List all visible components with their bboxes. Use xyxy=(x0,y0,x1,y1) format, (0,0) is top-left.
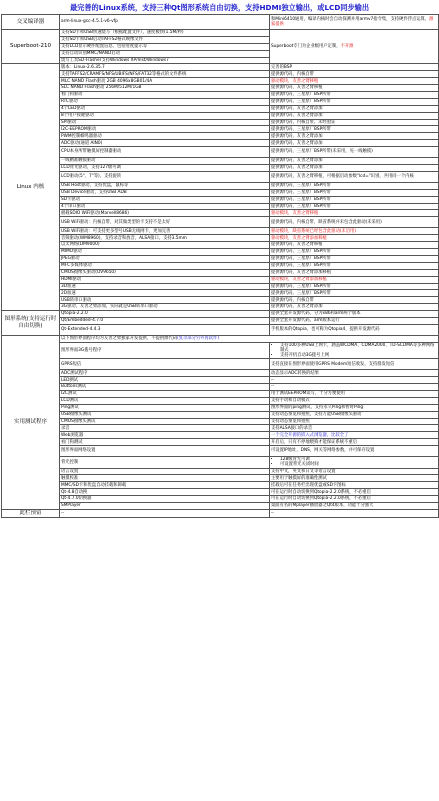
kernel-row xyxy=(2,112,439,119)
kernel-row xyxy=(2,210,439,217)
feature-cell: MLC NAND Flash驱动 2GB 4096x8GB01/4A xyxy=(60,78,270,85)
feature-compiler: arm-linux-gcc-4.5.1-v6-vfp xyxy=(60,15,270,30)
desc-cell: 提供源代码，内核自带，缺省系统并未包含此驱动(未采用) xyxy=(270,217,439,228)
desc-cell: -- xyxy=(270,384,439,391)
desc-cell: 提供源代码，友善之臂添加 xyxy=(270,140,439,147)
feature-cell: Qt-Extended-4.4.3 xyxy=(60,324,270,335)
desc-cell: 开启后，只有不停地喂狗才能保证系统不重启 xyxy=(270,439,439,446)
desc-cell: 提供源代码，友善之臂添加移植 xyxy=(270,269,439,276)
kernel-row xyxy=(2,147,439,158)
desc-cell: 桌面有名的Mplayer播放器之Qt4版本，功能十分强大 xyxy=(270,503,439,510)
feature-cell: JPEG驱动 xyxy=(60,255,270,262)
desc-list-item: • 可设置背光关闭时间 xyxy=(280,462,437,467)
feature-cell: 录音 xyxy=(60,425,270,432)
feature-cell: 看门狗测试 xyxy=(60,439,270,446)
apps-row xyxy=(2,418,439,425)
desc-cell: 提供源代码，三星原厂BSP所带 xyxy=(270,249,439,256)
category-graphics: 图形系统(支持运行时自由切换) xyxy=(2,311,60,336)
desc-cell: 提供源代码，友善之臂移植 xyxy=(270,242,439,249)
kernel-row xyxy=(2,217,439,228)
kernel-row xyxy=(2,133,439,140)
apps-row xyxy=(2,384,439,391)
kernel-row xyxy=(2,98,439,105)
desc-cell: 可在运行时自动切换到Qtopia-2.2.0系统，不必重启 xyxy=(270,496,439,503)
graphics-row xyxy=(2,317,439,324)
feature-cell: 触摸校准 xyxy=(60,475,270,482)
apps-row xyxy=(2,496,439,503)
desc-cell: 挂载后可在任务栏出现优盘或SD卡图标 xyxy=(270,482,439,489)
apps-row xyxy=(2,457,439,468)
desc-list-item: • 支持100多种USB上网卡，涵盖WCDMA、CDMA2000、TD-SCDMA等多种网络制式 xyxy=(280,343,437,353)
desc-compiler xyxy=(270,15,439,30)
desc-superboot xyxy=(270,30,439,64)
feature-cell: ADC驱动(通道 AIN0) xyxy=(60,140,270,147)
desc-cell: 提供源代码，友善之臂添加 xyxy=(270,304,439,311)
apps-row xyxy=(2,475,439,482)
reserved-row xyxy=(2,509,439,517)
desc-cell: 驱动模块，友善之臂移植 xyxy=(270,210,439,217)
desc-cell: 驱动模块，缺省系统已经包含此驱动(未启用) xyxy=(270,228,439,235)
feature-cell: Qt-4.8自动换 xyxy=(60,489,270,496)
desc-cell: 提供源代码，三星原厂BSP所带 xyxy=(270,290,439,297)
apps-row xyxy=(2,425,439,432)
feature-cell: 图形界面网络设置 xyxy=(60,446,270,457)
desc-cell: 提供全套开发源代码，arm版本运行 xyxy=(270,317,439,324)
kernel-row xyxy=(2,235,439,242)
kernel-row xyxy=(2,126,439,133)
desc-cell: 提供源代码，三星原厂BSP所带 xyxy=(270,126,439,133)
desc-cell: 提供源代码，友善之臂添加 xyxy=(270,158,439,165)
category-superboot: Superboot-210 xyxy=(2,30,60,64)
apps-row xyxy=(2,391,439,398)
feature-cell: Qtopia-2.2.0 xyxy=(60,311,270,318)
apps-row xyxy=(2,489,439,496)
category-kernel: Linux 内核 xyxy=(2,64,60,311)
desc-cell: 提供源代码，三星原厂BSP所带 xyxy=(270,196,439,203)
desc-cell: 提供源代码，内核自带，未经验证 xyxy=(270,119,439,126)
kernel-row xyxy=(2,283,439,290)
kernel-row xyxy=(2,242,439,249)
kernel-row xyxy=(2,249,439,256)
desc-cell: 提供源代码，三星原厂BSP所带 xyxy=(270,283,439,290)
feature-cell: SPI驱动 xyxy=(60,119,270,126)
intro-text: 以下图形界面程序均为友善之臂独家开发提供，不提供源代码 xyxy=(61,336,178,342)
feature-cell: 4个LED驱动 xyxy=(60,105,270,112)
desc-cell: 提供源代码，三星原厂BSP所带 xyxy=(270,255,439,262)
feature-cell: 支持LCD显示硬件配置信息，包括进度提示等 xyxy=(60,43,270,50)
apps-row xyxy=(2,439,439,446)
kernel-row xyxy=(2,171,439,182)
desc-cell: -- xyxy=(270,377,439,384)
desc-cell: 提供源代码，友善之臂添加 xyxy=(270,133,439,140)
graphics-row xyxy=(2,311,439,318)
feature-cell: 支持自动识别MMC/NAND启动 xyxy=(60,50,270,57)
category-reserved: 此栏预留 xyxy=(2,509,60,517)
desc-cell: 提供源代码，三星原厂BSP所带 xyxy=(270,203,439,210)
desc-cell: 提供源代码，内核自带 xyxy=(270,297,439,304)
desc-cell: 提供源代码，三星原厂BSP所带 xyxy=(270,182,439,189)
feature-cell: LED测试 xyxy=(60,377,270,384)
apps-row xyxy=(2,432,439,439)
feature-cell: RTC驱动 xyxy=(60,98,270,105)
feature-cell: 图形界面3G拨号程序 xyxy=(60,342,270,359)
kernel-row xyxy=(2,203,439,210)
apps-intro xyxy=(60,335,439,342)
feature-cell: CPU本身所带触摸屏控制器驱动 xyxy=(60,147,270,158)
apps-row xyxy=(2,446,439,457)
feature-cell: 3D加速 xyxy=(60,283,270,290)
apps-row xyxy=(2,342,439,359)
superboot-row xyxy=(2,30,439,37)
feature-cell: 3G驱动，友善之臂添加，实际就是USB转串口驱动 xyxy=(60,304,270,311)
kernel-row xyxy=(2,165,439,172)
feature-cell: I2C-EEPROM驱动 xyxy=(60,126,270,133)
feature-cell: SLC NAND Flash驱动 256M/512M/1GB xyxy=(60,85,270,92)
desc-cell: 可设置IP地址，DNS，网关等网络参数，并可保存设置 xyxy=(270,446,439,457)
feature-cell: -- xyxy=(60,509,270,517)
desc-cell: 动态显示ADC转换的结果 xyxy=(270,370,439,377)
desc-cell: 提供源代码，三星原厂BSP所带 xyxy=(270,92,439,99)
desc-list xyxy=(271,343,437,359)
desc-cell: 提供源代码，友善之臂移植 xyxy=(270,85,439,92)
feature-cell: 4个串口驱动 xyxy=(60,203,270,210)
feature-cell: PWM控制蜂鸣器驱动 xyxy=(60,133,270,140)
feature-cell: SMPlayer xyxy=(60,503,270,510)
page xyxy=(1,1,438,518)
kernel-row xyxy=(2,189,439,196)
kernel-row xyxy=(2,140,439,147)
kernel-row xyxy=(2,78,439,85)
desc-cell: 支持中文，英文和日文等语言设置 xyxy=(270,468,439,475)
feature-cell: 支持SD卡和USB启动TAFFS2格式映像文件 xyxy=(60,36,270,43)
desc-list-item: • 128级背光可调 xyxy=(280,457,437,462)
apps-row xyxy=(2,468,439,475)
apps-row xyxy=(2,377,439,384)
kernel-row xyxy=(2,64,439,71)
desc-cell xyxy=(270,342,439,359)
desc-superboot-note: 不开源 xyxy=(340,44,354,50)
feature-cell: USB Device驱动，支持USB ADB xyxy=(60,189,270,196)
kernel-row xyxy=(2,196,439,203)
feature-cell: 以太网络(DM9000) xyxy=(60,242,270,249)
apps-row xyxy=(2,370,439,377)
feature-cell: 烧写工具SD-Flasher支持Windows XP/Vist/Windows7 xyxy=(60,57,270,64)
feature-cell: SD卡驱动 xyxy=(60,196,270,203)
feature-cell: Ping测试 xyxy=(60,404,270,411)
desc-cell xyxy=(270,457,439,468)
desc-cell: 驱动模块，友善之臂添加移植 xyxy=(270,235,439,242)
feature-cell: 支持SD卡和USB快速烧写（根据配置文件），速度极快(1.5M/秒) xyxy=(60,30,270,37)
desc-list xyxy=(271,457,437,467)
kernel-row xyxy=(2,304,439,311)
intro-note: (复杂部分另外再软件) xyxy=(177,336,220,342)
desc-cell: 驱动模块，友善之臂添加移植 xyxy=(270,276,439,283)
kernel-row xyxy=(2,269,439,276)
feature-cell: I2C测试 xyxy=(60,391,270,398)
kernel-row xyxy=(2,182,439,189)
desc-cell: 提供源代码，友善之臂添加 xyxy=(270,165,439,172)
kernel-row xyxy=(2,255,439,262)
desc-compiler-text: 和Mini6410通用，编译内核时会自动探测并用armv7指令集，支持硬件浮点运算， xyxy=(271,16,430,22)
feature-cell: Buttons测试 xyxy=(60,384,270,391)
feature-cell: 看门狗驱动 xyxy=(60,92,270,99)
desc-cell: 支持手动和自动模式 xyxy=(270,397,439,404)
feature-cell: MFC多媒体驱动 xyxy=(60,262,270,269)
apps-row xyxy=(2,397,439,404)
desc-cell: 支持动态预览和拍照 xyxy=(270,418,439,425)
kernel-row xyxy=(2,92,439,99)
graphics-row xyxy=(2,324,439,335)
kernel-row xyxy=(2,105,439,112)
feature-cell: MMC/SD卡和优盘自动挂载和卸载 xyxy=(60,482,270,489)
feature-cell: CMOS摄像头测试 xyxy=(60,418,270,425)
kernel-row xyxy=(2,71,439,78)
category-apps: 实用测试程序 xyxy=(2,335,60,509)
desc-cell: 完善的BSP xyxy=(270,64,439,71)
kernel-row xyxy=(2,85,439,92)
desc-superboot-text: Superboot专门为企业级用户定制， xyxy=(271,44,341,50)
feature-cell: 背光控制 xyxy=(60,457,270,468)
desc-cell: 提供源代码，友善之臂添加 xyxy=(270,105,439,112)
desc-cell: 提供源代码，内核自带 xyxy=(270,71,439,78)
kernel-row xyxy=(2,119,439,126)
apps-row xyxy=(2,404,439,411)
apps-row xyxy=(2,359,439,370)
feature-cell: USB WiFi驱动：内核自带，对其做类型的卡支持不是太好 xyxy=(60,217,270,228)
apps-row xyxy=(2,411,439,418)
feature-cell: LCD驱动(5"、7"等)，支持旋转 xyxy=(60,171,270,182)
desc-cell: 驱动模块，友善之臂移植 xyxy=(270,78,439,85)
apps-row xyxy=(2,503,439,510)
desc-cell: 一个完全开源的嵌入式浏览器，比较全了 xyxy=(270,432,439,439)
desc-cell: 支持动态预览和拍照，支持万能USB摄像头驱动 xyxy=(270,411,439,418)
desc-cell: -- xyxy=(270,509,439,517)
kernel-row xyxy=(2,297,439,304)
feature-cell: 音频驱动(WM8960)，支持录音和放音，ALSA接口，支持3.5mm xyxy=(60,235,270,242)
desc-cell: 提供源代码，三星原厂BSP所带 xyxy=(270,262,439,269)
desc-compiler-note: 源家提供 xyxy=(271,16,434,27)
feature-cell: GPRS短信 xyxy=(60,359,270,370)
feature-cell: 语言设置 xyxy=(60,468,270,475)
kernel-row xyxy=(2,228,439,235)
desc-cell: 提供源代码，三星原厂BSP所带(未采用，见一线触摸) xyxy=(270,147,439,158)
desc-cell: 支持直接在图形界面使用GPRS Modem短信收发，支持群发短信 xyxy=(270,359,439,370)
desc-cell: 可在运行时自动切换到Qtopia-2.2.0系统，不必重启 xyxy=(270,489,439,496)
feature-table xyxy=(1,14,439,518)
kernel-row xyxy=(2,158,439,165)
feature-cell: 支持TAFFS2/CRAMFS/NFS/UBIFS/NFS/FAT32等格式的文件系统 xyxy=(60,71,270,78)
kernel-row xyxy=(2,276,439,283)
desc-cell: 提供源代码，三星原厂BSP所带 xyxy=(270,98,439,105)
feature-cell: HDMI驱动 xyxy=(60,276,270,283)
feature-cell: ADC测试程序 xyxy=(60,370,270,377)
apps-intro-row xyxy=(2,335,439,342)
feature-cell: 一线精准触摸驱动 xyxy=(60,158,270,165)
feature-cell: USB Host驱动，支持优盘，鼠标等 xyxy=(60,182,270,189)
kernel-row xyxy=(2,290,439,297)
page-title: 最完善的Linux系统，支持三种Qt图形系统自由切换，支持HDMI独立输出，或LCD同步输出 xyxy=(69,3,370,12)
feature-cell: LCD背光驱动，支持127级可调 xyxy=(60,165,270,172)
feature-cell: USB WiFi驱动：可支持更多型号USB无线网卡，更加完善 xyxy=(60,228,270,235)
compiler-row xyxy=(2,15,439,30)
desc-cell: 提供源代码，友善之臂移植，可根据启动参数"lcd="识别，共用同一个内核 xyxy=(270,171,439,182)
apps-row xyxy=(2,482,439,489)
desc-cell: 提供源代码，三星原厂BSP所带 xyxy=(270,189,439,196)
feature-cell: CMOS摄像头驱动(OV9650) xyxy=(60,269,270,276)
desc-cell: 图形界面的ping测试，支持永久Ping和暂时Ping xyxy=(270,404,439,411)
feature-cell: USB转串口驱动 xyxy=(60,297,270,304)
feature-cell: 8个用户按键驱动 xyxy=(60,112,270,119)
feature-cell: Web浏览器 xyxy=(60,432,270,439)
desc-cell: 提供源代码，友善之臂添加 xyxy=(270,112,439,119)
desc-cell: 主要用于触摸屏的准确性测试 xyxy=(270,475,439,482)
feature-cell: 板载SDIO WiFi驱动(Marvell8686) xyxy=(60,210,270,217)
desc-cell: 提供全套开发源代码，分为x86和arm两个版本 xyxy=(270,311,439,318)
feature-cell: MIMO驱动 xyxy=(60,249,270,256)
feature-cell: Qt/Embedded-4.7.0 xyxy=(60,317,270,324)
desc-list-item: • 支持开机自动3G拨号上网 xyxy=(280,353,437,358)
desc-cell: 用于测试EEPROM读写，十分方便使用 xyxy=(270,391,439,398)
desc-cell: 手机版本的Qtopia，也可称为Qtopia4，提供开发源代码 xyxy=(270,324,439,335)
category-compiler: 交叉编译器 xyxy=(2,15,60,30)
desc-cell: 支持ALSA接口的录音 xyxy=(270,425,439,432)
feature-cell: LCD测试 xyxy=(60,397,270,404)
feature-cell: USB摄像头测试 xyxy=(60,411,270,418)
feature-cell: Qt-4.7.0切换器 xyxy=(60,496,270,503)
feature-cell: 版本：Linux-2.6.35.7 xyxy=(60,64,270,71)
feature-cell: 2D加速 xyxy=(60,290,270,297)
kernel-row xyxy=(2,262,439,269)
